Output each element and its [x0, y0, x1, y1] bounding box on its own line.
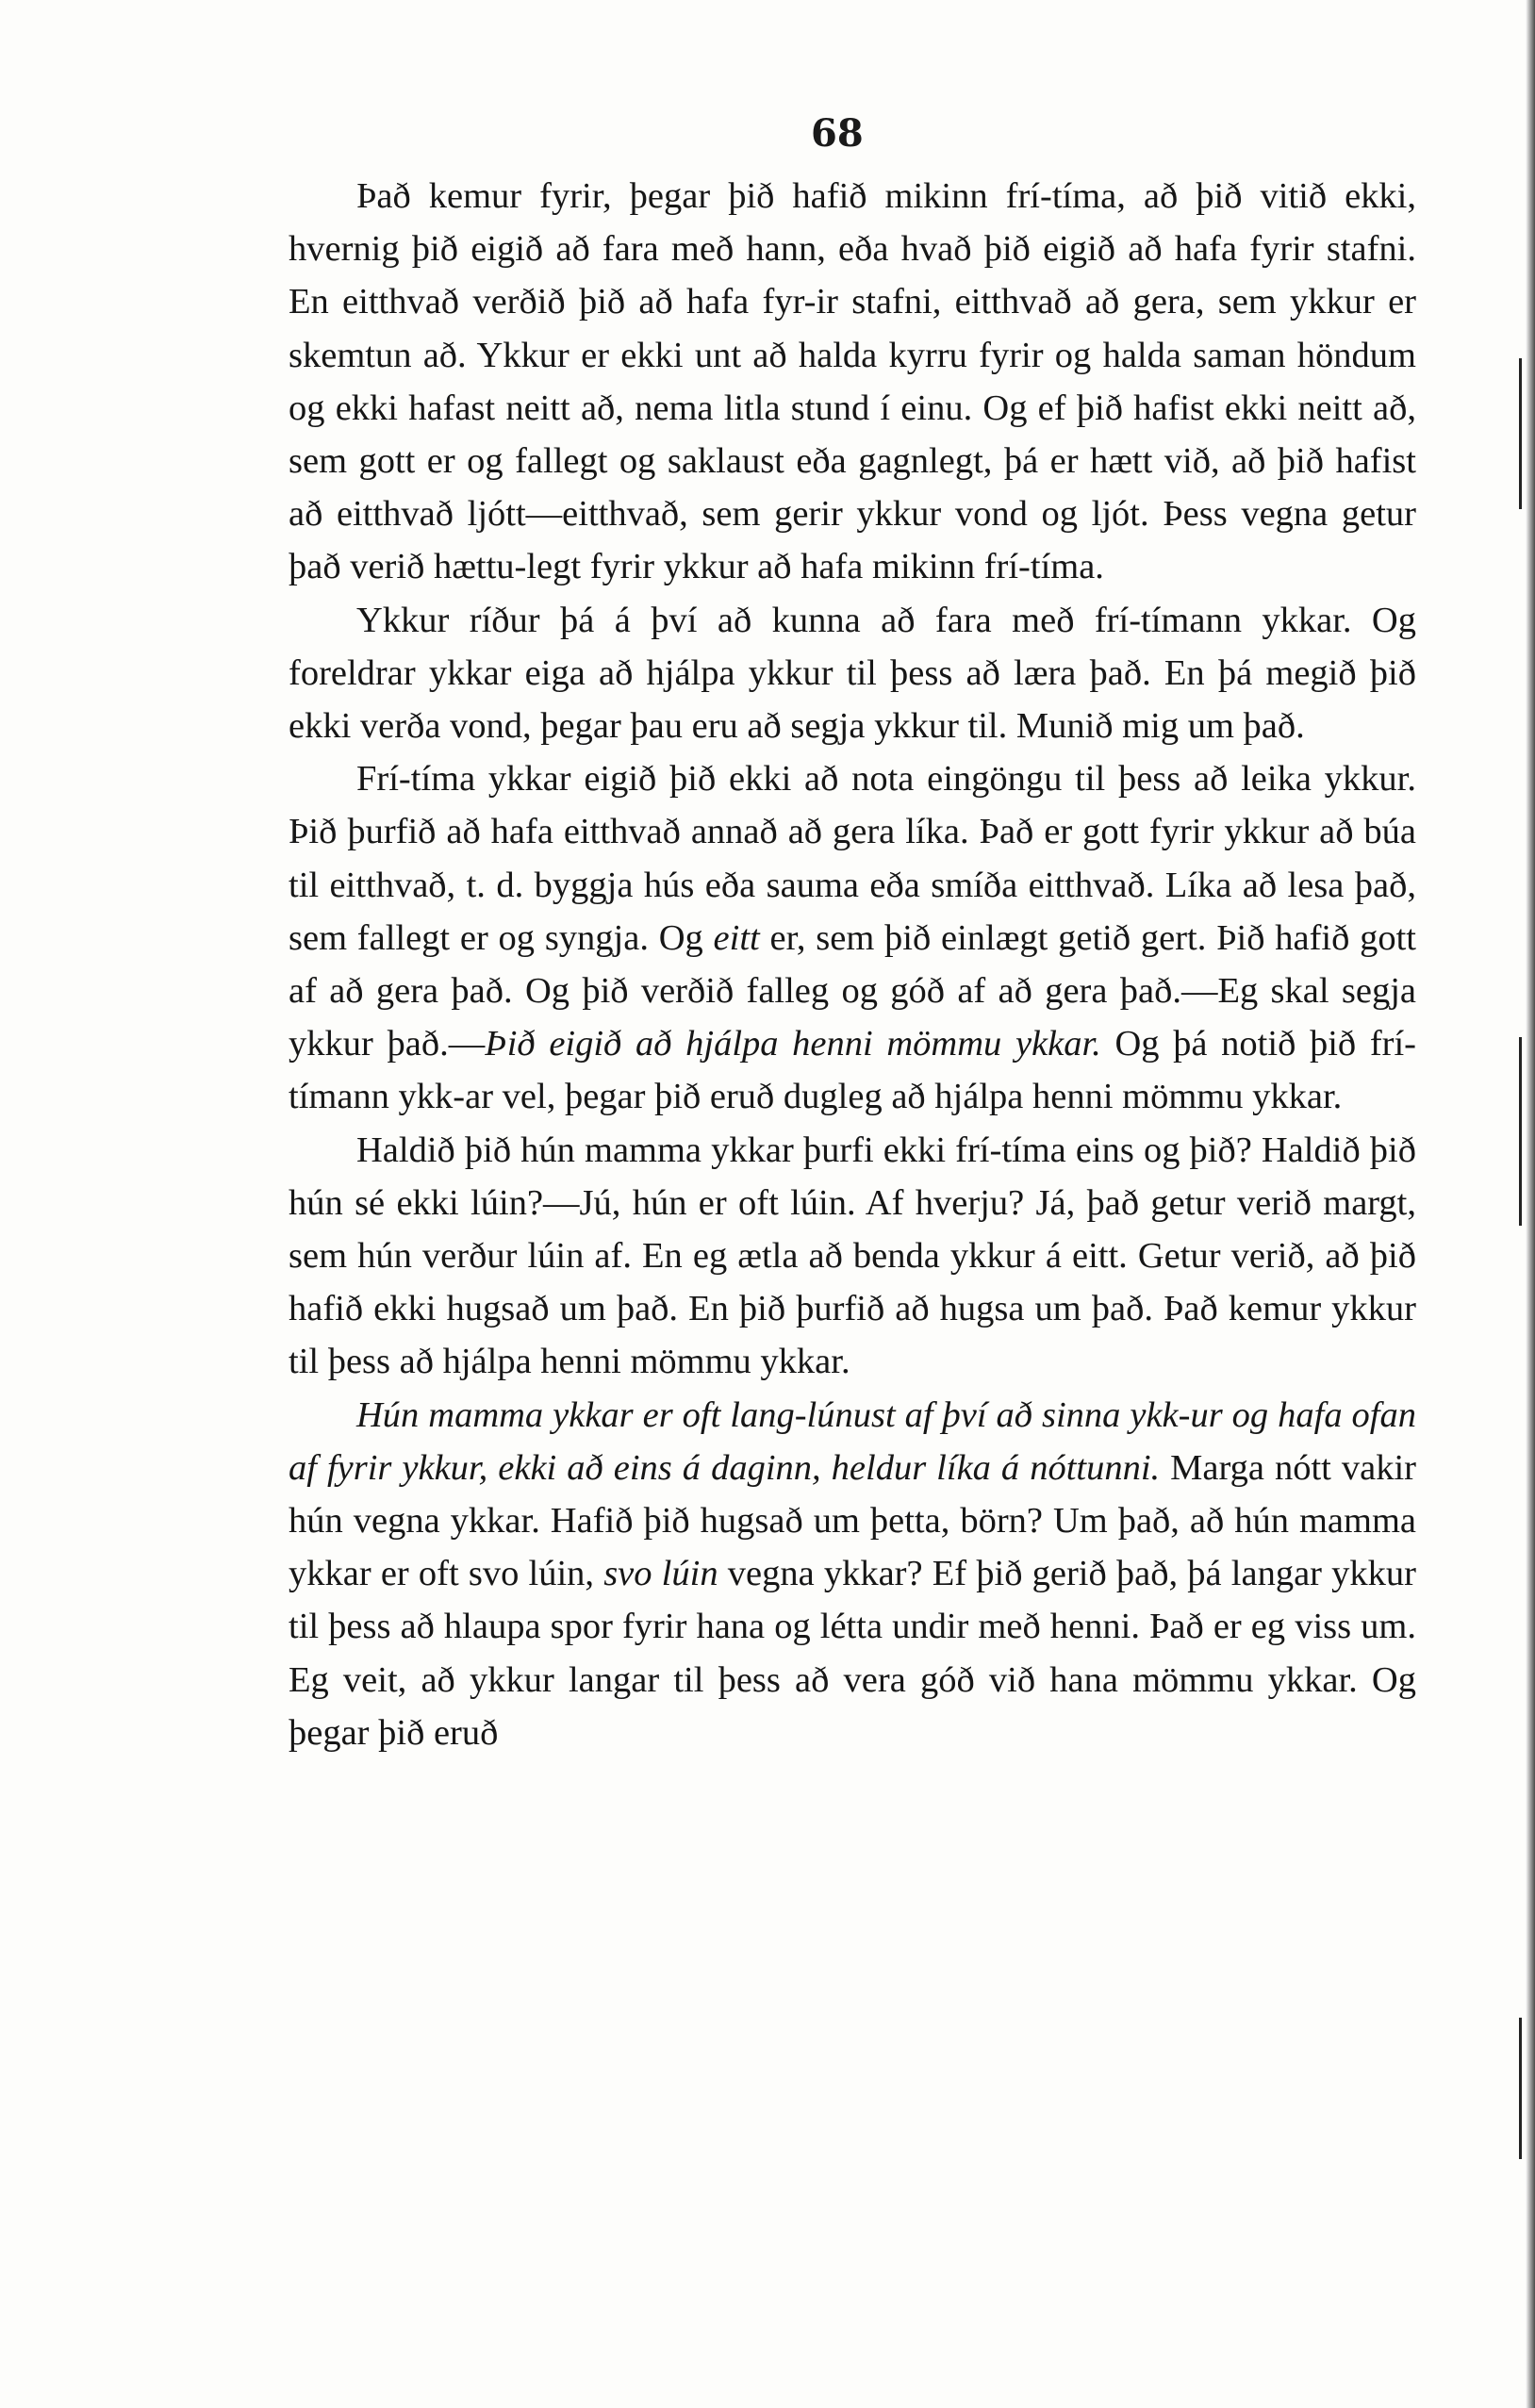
binding-mark	[1519, 358, 1522, 509]
text-segment: Ykkur ríður þá á því að kunna að fara með frí-tímann ykkar. Og foreldrar ykkar eiga að hjálpa ykkur til þess að læra það. En þá megið þið ekki verða vond, þegar þau eru að segja ykkur til. Munið mig um það.	[289, 600, 1416, 747]
text-segment: er, sem þið einlægt getið gert. Þið hafið gott af að gera það. Og þið verðið falleg og góð af að gera það.—Eg skal segja ykkur það.—	[289, 917, 1416, 1064]
text-segment: Og þá notið þið frí-tímann ykk-ar vel, þegar þið eruð dugleg að hjálpa henni mömmu ykkar.	[289, 1024, 1417, 1117]
paragraph	[289, 594, 1416, 753]
text-segment: Haldið þið hún mamma ykkar þurfi ekki frí-tíma eins og þið? Haldið þið hún sé ekki lúin?—Jú, hún er oft lúin. Af hverju? Já, það getur verið margt, sem hún verður lúin af. En eg ætla að benda ykkur á eitt. Getur verið, að þið hafið ekki hugsað um það. En þið þurfið að hugsa um það. Það kemur ykkur til þess að hjálpa henni mömmu ykkar.	[289, 1130, 1416, 1382]
paragraph	[289, 170, 1416, 594]
binding-mark	[1519, 1037, 1522, 1226]
text-segment: Frí-tíma ykkar eigið þið ekki að nota eingöngu til þess að leika ykkur. Þið þurfið að hafa eitthvað annað að gera líka. Það er gott fyrir ykkur að búa til eitthvað, t. d. byggja hús eða sauma eða smíða eitthvað. Líka að lesa það, sem fallegt er og syngja. Og	[289, 759, 1416, 958]
italic-text-segment: Hún mamma ykkar er oft lang-lúnust af því að sinna ykk-ur og hafa ofan af fyrir ykkur, ekki að eins á daginn, heldur líka á nóttunni.	[289, 1394, 1416, 1488]
page-edge-shadow	[1526, 0, 1535, 2408]
page-number: 68	[811, 111, 864, 156]
paragraph	[289, 752, 1416, 1123]
text-segment: Marga nótt vakir hún vegna ykkar. Hafið þið hugsað um þetta, börn? Um það, að hún mamma ykkar er oft svo lúin,	[289, 1447, 1416, 1594]
binding-mark	[1519, 2018, 1522, 2159]
text-segment: Það kemur fyrir, þegar þið hafið mikinn frí-tíma, að þið vitið ekki, hvernig þið eigið að fara með hann, eða hvað þið eigið að hafa fyrir stafni. En eitthvað verðið þið að hafa fyr-ir stafni, eitthvað að gera, sem ykkur er skemtun að. Ykkur er ekki unt að halda kyrru fyrir og halda saman höndum og ekki hafast neitt að, nema litla stund í einu. Og ef þið hafist ekki neitt að, sem gott er og fallegt og saklaust eða gagnlegt, þá er hætt við, að þið hafist að eitthvað ljótt—eitthvað, sem gerir ykkur vond og ljót. Þess vegna getur það verið hættu-legt fyrir ykkur að hafa mikinn frí-tíma.	[289, 176, 1416, 587]
italic-text-segment: svo lúin	[603, 1554, 718, 1594]
paragraph	[289, 1124, 1416, 1389]
paragraph	[289, 1389, 1416, 1759]
text-segment: vegna ykkar? Ef þið gerið það, þá langar ykkur til þess að hlaupa spor fyrir hana og létta undir með henni. Það er eg viss um. Eg veit, að ykkur langar til þess að vera góð við hana mömmu ykkar. Og þegar þið eruð	[289, 1554, 1416, 1753]
italic-text-segment: eitt	[713, 917, 760, 958]
body-text	[289, 170, 1416, 1759]
italic-text-segment: Þið eigið að hjálpa henni mömmu ykkar.	[485, 1024, 1101, 1064]
